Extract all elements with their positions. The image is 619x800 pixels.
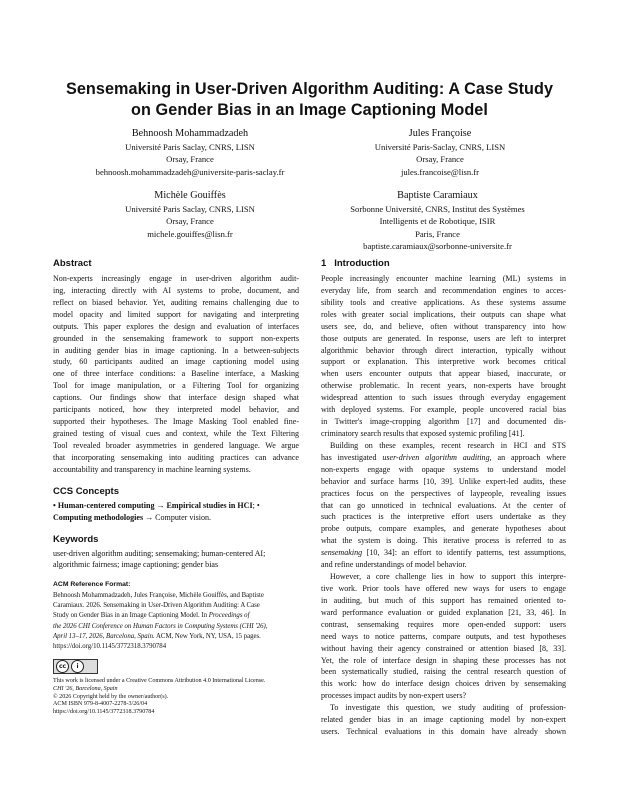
author-email[interactable]: jules.francoise@lisn.fr	[400, 166, 480, 177]
keywords	[53, 548, 299, 572]
author-location: Paris, France	[415, 228, 460, 239]
text-line: one of three interface conditions: a Baseline interface, a Masking	[53, 369, 299, 379]
text-line: the 2026 CHI Conference on Human Factors in Computing Systems (CHI '26),	[53, 622, 268, 630]
introduction-heading	[321, 257, 566, 270]
text-line: everyday life, from search and recommendation engines to acces-	[321, 285, 566, 295]
title-line-2: on Gender Bias in an Image Captioning Model	[131, 100, 488, 119]
cc-by-badge-icon[interactable]	[53, 659, 98, 674]
text-line: processes impact audits by non-expert users?	[321, 691, 467, 701]
ccs-heading: CCS Concepts	[53, 485, 119, 497]
license-doi-link[interactable]: https://doi.org/10.1145/3772318.3790784	[53, 709, 155, 716]
license-block	[53, 659, 299, 717]
license-line[interactable]: This work is licensed under a Creative Commons Attribution 4.0 International License.	[53, 678, 266, 684]
author-block	[310, 189, 565, 253]
text-line: To investigate this question, we study auditing of profession-	[330, 703, 566, 713]
license-line: CHI '26, Barcelona, Spain	[53, 685, 118, 692]
text-line: Non-experts increasingly engage in user-driven algorithm audit-	[53, 274, 299, 283]
text-line: roles with greater social implications, their outputs can shape what	[321, 309, 566, 319]
author-name: Behnoosh Mohammadzadeh	[131, 128, 249, 139]
text-line-content: sensemaking [10, 34]: an effort to identify patterns, test assumptions,	[321, 548, 566, 558]
attribution-icon: i	[71, 660, 84, 673]
text-line: contrast, sensemaking requires more open-ended support: users	[321, 619, 566, 629]
text-line: However, a core challenge lies in how to support this interpre-	[330, 572, 566, 582]
ccs-term: → Computer vision.	[143, 512, 212, 522]
ccs-concepts	[53, 500, 299, 524]
ccs-separator: ; •	[252, 500, 260, 510]
text-line: otherwise problematic. In recent years, non-experts have brought	[321, 381, 566, 391]
text-line: Tool for image manipulation, or a Filtering Tool for organizing	[53, 381, 299, 391]
text-line: user-driven algorithm auditing; sensemaking; human-centered AI;	[53, 548, 266, 558]
text-line: when users encounter outputs that appear biased, inaccurate, or	[321, 369, 566, 379]
text-line: in auditing gender bias in image captioning. In a between-subjects	[53, 345, 299, 355]
right-column	[321, 257, 566, 738]
author-email[interactable]: baptiste.caramiaux@sorbonne-universite.fr	[363, 241, 512, 252]
emphasis: user-driven algorithm auditing	[382, 452, 490, 462]
text-line: ACM, New York, NY, USA, 15 pages.	[154, 632, 261, 640]
text-line: related gender bias in an image captioning model by non-expert	[321, 715, 566, 725]
text-line: been systematically studied, raising the central research question of	[321, 667, 566, 677]
text-line: criminatory search results that exposed systemic profiling [41].	[321, 428, 525, 438]
author-affiliation: Université Paris-Saclay, CNRS, LISN	[374, 141, 506, 152]
acm-reference-heading: ACM Reference Format:	[53, 581, 131, 589]
author-name: Jules Françoise	[408, 128, 472, 139]
text-line: outputs. This paper explores the design and evaluation of interfaces	[53, 321, 299, 331]
text-line: Tool revealed broader asymmetries in gendered language. We argue	[53, 440, 299, 450]
text-line: probe outputs, compare examples, and generate hypotheses about	[321, 524, 566, 534]
text-line: Behnoosh Mohammadzadeh, Jules Françoise, Michèle Gouiffès, and Baptiste	[53, 591, 264, 599]
text-line: participants noticed, how they interpreted model behavior, and	[53, 405, 299, 415]
text-line	[321, 547, 566, 559]
text-line: ing, interacting directly with AI systems to probe, document, and	[53, 285, 299, 295]
intro-paragraph	[321, 440, 566, 571]
keywords-heading: Keywords	[53, 533, 99, 545]
ccs-term: Computing methodologies	[53, 512, 144, 522]
acm-reference	[53, 580, 299, 652]
cc-icon: cc	[56, 660, 69, 673]
text-line: support or explanation. This interpretive work becomes critical	[321, 357, 566, 367]
text-line: that can go unnoticed in technical evaluations. At the center of	[321, 500, 566, 510]
author-name: Michèle Gouiffès	[154, 190, 226, 201]
doi-link[interactable]: https://doi.org/10.1145/3772318.3790784	[53, 643, 167, 651]
text-line: Study on Gender Bias in an Image Captioning Model. In	[53, 612, 208, 620]
text-line: April 13–17, 2026, Barcelona, Spain.	[53, 632, 155, 640]
author-affiliation: Université Paris Saclay, CNRS, LISN	[125, 141, 255, 152]
license-text	[53, 678, 299, 717]
left-column	[53, 257, 299, 716]
text-line: algorithmic behavior through direct interaction, typically without	[321, 345, 566, 355]
author-location: Orsay, France	[416, 154, 464, 165]
text-line: Building on these examples, recent research in HCI and STS	[330, 440, 566, 450]
author-name: Baptiste Caramiaux	[397, 190, 478, 201]
abstract-heading: Abstract	[53, 258, 92, 269]
text-line: study, 60 participants audited an image captioning model using	[53, 357, 299, 367]
intro-paragraph	[321, 571, 566, 702]
text-line: that incorporating sensemaking into auditing practices can advance	[53, 452, 299, 462]
author-email[interactable]: behnoosh.mohammadzadeh@universite-paris-saclay.fr	[95, 166, 285, 177]
text-line: behavior and surface harms [10, 39]. Unlike expert-led audits, these	[321, 476, 566, 486]
license-line: ACM ISBN 979-8-4007-2278-3/26/04	[53, 701, 148, 708]
section-number: 1	[321, 258, 327, 269]
text-line: Proceedings of	[207, 612, 250, 620]
text-line: widespread attention to such issues through everyday engagement	[321, 393, 566, 403]
author-affiliation: Université Paris Saclay, CNRS, LISN	[125, 203, 255, 214]
text-line: users see, do, and believe, often without transparency into how	[321, 321, 566, 331]
text-line: Yet, the role of interface design in shaping these processes has not	[321, 655, 566, 665]
author-affiliation: Sorbonne Université, CNRS, Institut des Systèmes	[350, 203, 525, 214]
section-title: Introduction	[334, 258, 390, 269]
text-line: grained testing of visual cues and context, while the Text Filtering	[53, 428, 299, 438]
author-email[interactable]: michele.gouiffes@lisn.fr	[147, 228, 233, 239]
title-line-1: Sensemaking in User-Driven Algorithm Auditing: A Case Study	[65, 80, 554, 98]
author-location: Orsay, France	[166, 154, 214, 165]
text-line: users. Technical evaluations in this domain have already shown	[321, 727, 566, 737]
license-line: © 2026 Copyright held by the owner/author(s).	[53, 693, 169, 700]
text-line-content: has investigated user-driven algorithm auditing, an approach where	[321, 452, 566, 462]
text-line: supported their hypotheses. The Image Masking Tool enabled fine-	[53, 417, 299, 427]
text-line: captions. Our findings show that interface design shaped what	[53, 393, 299, 403]
author-location: Orsay, France	[166, 216, 214, 227]
text-line: without having their agency constrained or attention biased [8, 33].	[321, 643, 566, 653]
author-block	[70, 127, 310, 178]
text-line: those outputs are generated. In response, users are left to interpret	[321, 333, 566, 343]
text-line: in auditing, but much of this support has remained oriented to-	[321, 595, 566, 605]
text-line: sibility tools and creative applications. As these systems assume	[321, 297, 566, 307]
ccs-term: • Human-centered computing	[53, 500, 155, 510]
text-line: grounded in the sensemaking framework to support non-experts	[53, 333, 299, 343]
emphasis: sensemaking	[321, 548, 363, 558]
text-line: practices focus on the perspectives of laypeople, revealing issues	[321, 488, 566, 498]
text-line: with deployed systems. For example, people uncovered racial bias	[321, 405, 566, 415]
author-block	[70, 189, 310, 240]
text-line: tive work. Prior tools have offered new ways for users to engage	[321, 583, 566, 593]
text-line	[321, 452, 566, 464]
text-line: model opacity and limited support for navigating and interpreting	[53, 309, 299, 319]
text-line: People increasingly encounter machine learning (ML) systems in	[321, 274, 566, 283]
ccs-term: → Empirical studies in HCI	[154, 500, 253, 510]
text-line: this work: how do interface design choices driven by sensemaking	[321, 679, 566, 689]
text-line: non-experts engage with opaque systems to understand model	[321, 464, 566, 474]
text-line: in Twitter's image-cropping algorithm [17] and documented dis-	[321, 417, 566, 427]
text-line: ward performance evaluation or guided explanation [21, 33, 46]. In	[321, 607, 566, 617]
text-line: need ways to notice patterns, compare outputs, and test hypotheses	[321, 631, 566, 641]
text-line: Caramiaux. 2026. Sensemaking in User-Driven Algorithm Auditing: A Case	[53, 601, 260, 609]
abstract-body	[53, 273, 299, 476]
text-line: accountability and transparency in machine learning systems.	[53, 464, 251, 474]
intro-paragraph	[321, 702, 566, 738]
author-affiliation: Intelligents et de Robotique, ISIR	[379, 216, 496, 227]
author-block	[320, 127, 560, 178]
intro-paragraph	[321, 273, 566, 440]
text-line: reflect on biased behavior. Yet, auditing remains challenging due to	[53, 297, 299, 307]
text-line: and refine understandings of model behavior.	[321, 560, 467, 570]
text-line: algorithmic fairness; image captioning; gender bias	[53, 560, 219, 570]
text-line: what the system is doing. This iterative process is referred to as	[321, 536, 566, 546]
paper-title	[40, 79, 579, 120]
text-line: such practices is the interpretive effort users undertake as they	[321, 512, 566, 522]
